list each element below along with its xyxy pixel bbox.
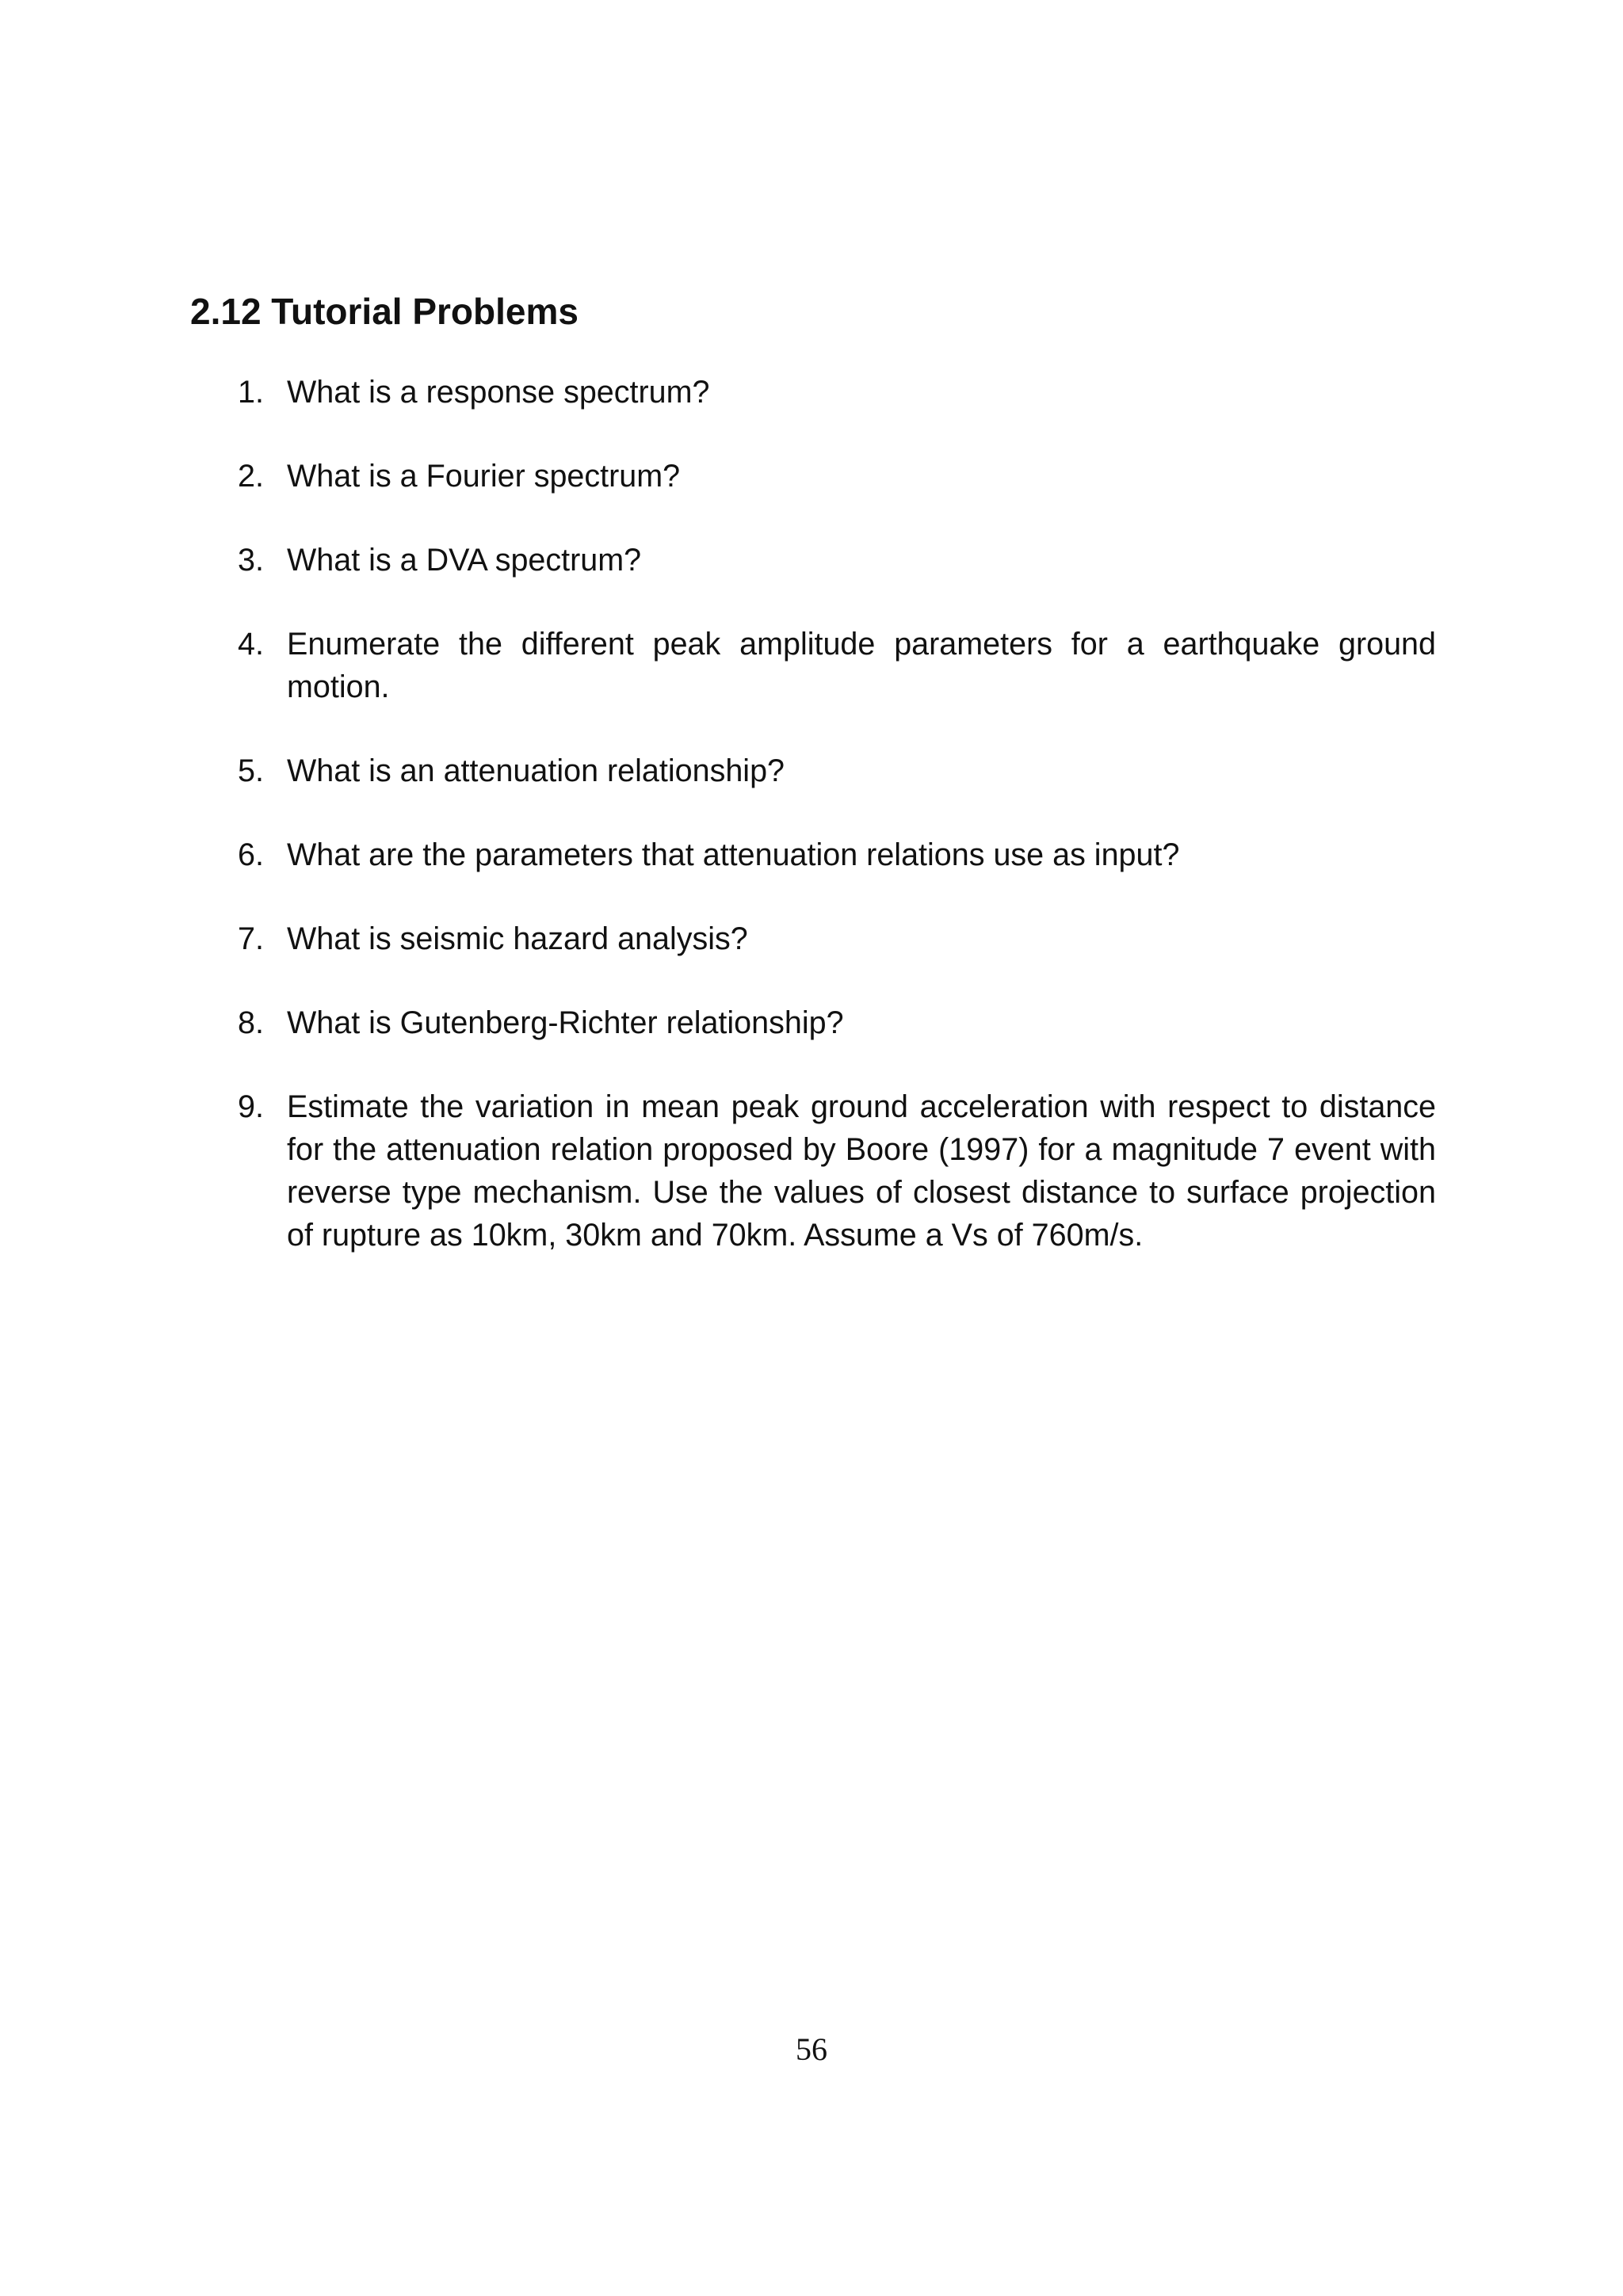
problem-item (238, 833, 1436, 876)
problem-number: 5. (238, 753, 264, 788)
problem-item (238, 455, 1436, 498)
problem-text: What is an attenuation relationship? (287, 753, 785, 788)
problem-text: Enumerate the different peak amplitude parameters for a earthquake ground motion. (287, 627, 1436, 704)
problem-number: 1. (238, 375, 264, 410)
problem-number: 4. (238, 627, 264, 662)
problem-number: 6. (238, 837, 264, 872)
problem-number: 2. (238, 459, 264, 494)
problem-text: What is Gutenberg-Richter relationship? (287, 1005, 844, 1040)
problem-item (238, 539, 1436, 582)
problem-item (238, 1001, 1436, 1044)
page-number: 56 (796, 2031, 827, 2067)
problem-item (238, 917, 1436, 960)
problem-number: 7. (238, 921, 264, 956)
problem-text: Estimate the variation in mean peak ground acceleration with respect to distance for the attenuation relation proposed by Boore (1997) for a magnitude 7 event with reverse type mechanism. Use the values of closest distance to surface projection of rupture as 10km, 30km and 70km. Assume a Vs of 760m/s. (287, 1089, 1436, 1253)
problem-text: What is a DVA spectrum? (287, 543, 642, 578)
problem-item (238, 1085, 1436, 1257)
section-title: 2.12 Tutorial Problems (190, 291, 579, 332)
problem-number: 3. (238, 543, 264, 578)
tutorial-problem-list (238, 371, 1436, 1298)
problem-text: What are the parameters that attenuation relations use as input? (287, 837, 1180, 872)
problem-text: What is a response spectrum? (287, 375, 710, 410)
problem-item (238, 371, 1436, 414)
problem-item (238, 749, 1436, 792)
problem-number: 9. (238, 1089, 264, 1124)
problem-item (238, 623, 1436, 708)
problem-text: What is seismic hazard analysis? (287, 921, 748, 956)
problem-number: 8. (238, 1005, 264, 1040)
problem-text: What is a Fourier spectrum? (287, 459, 681, 494)
